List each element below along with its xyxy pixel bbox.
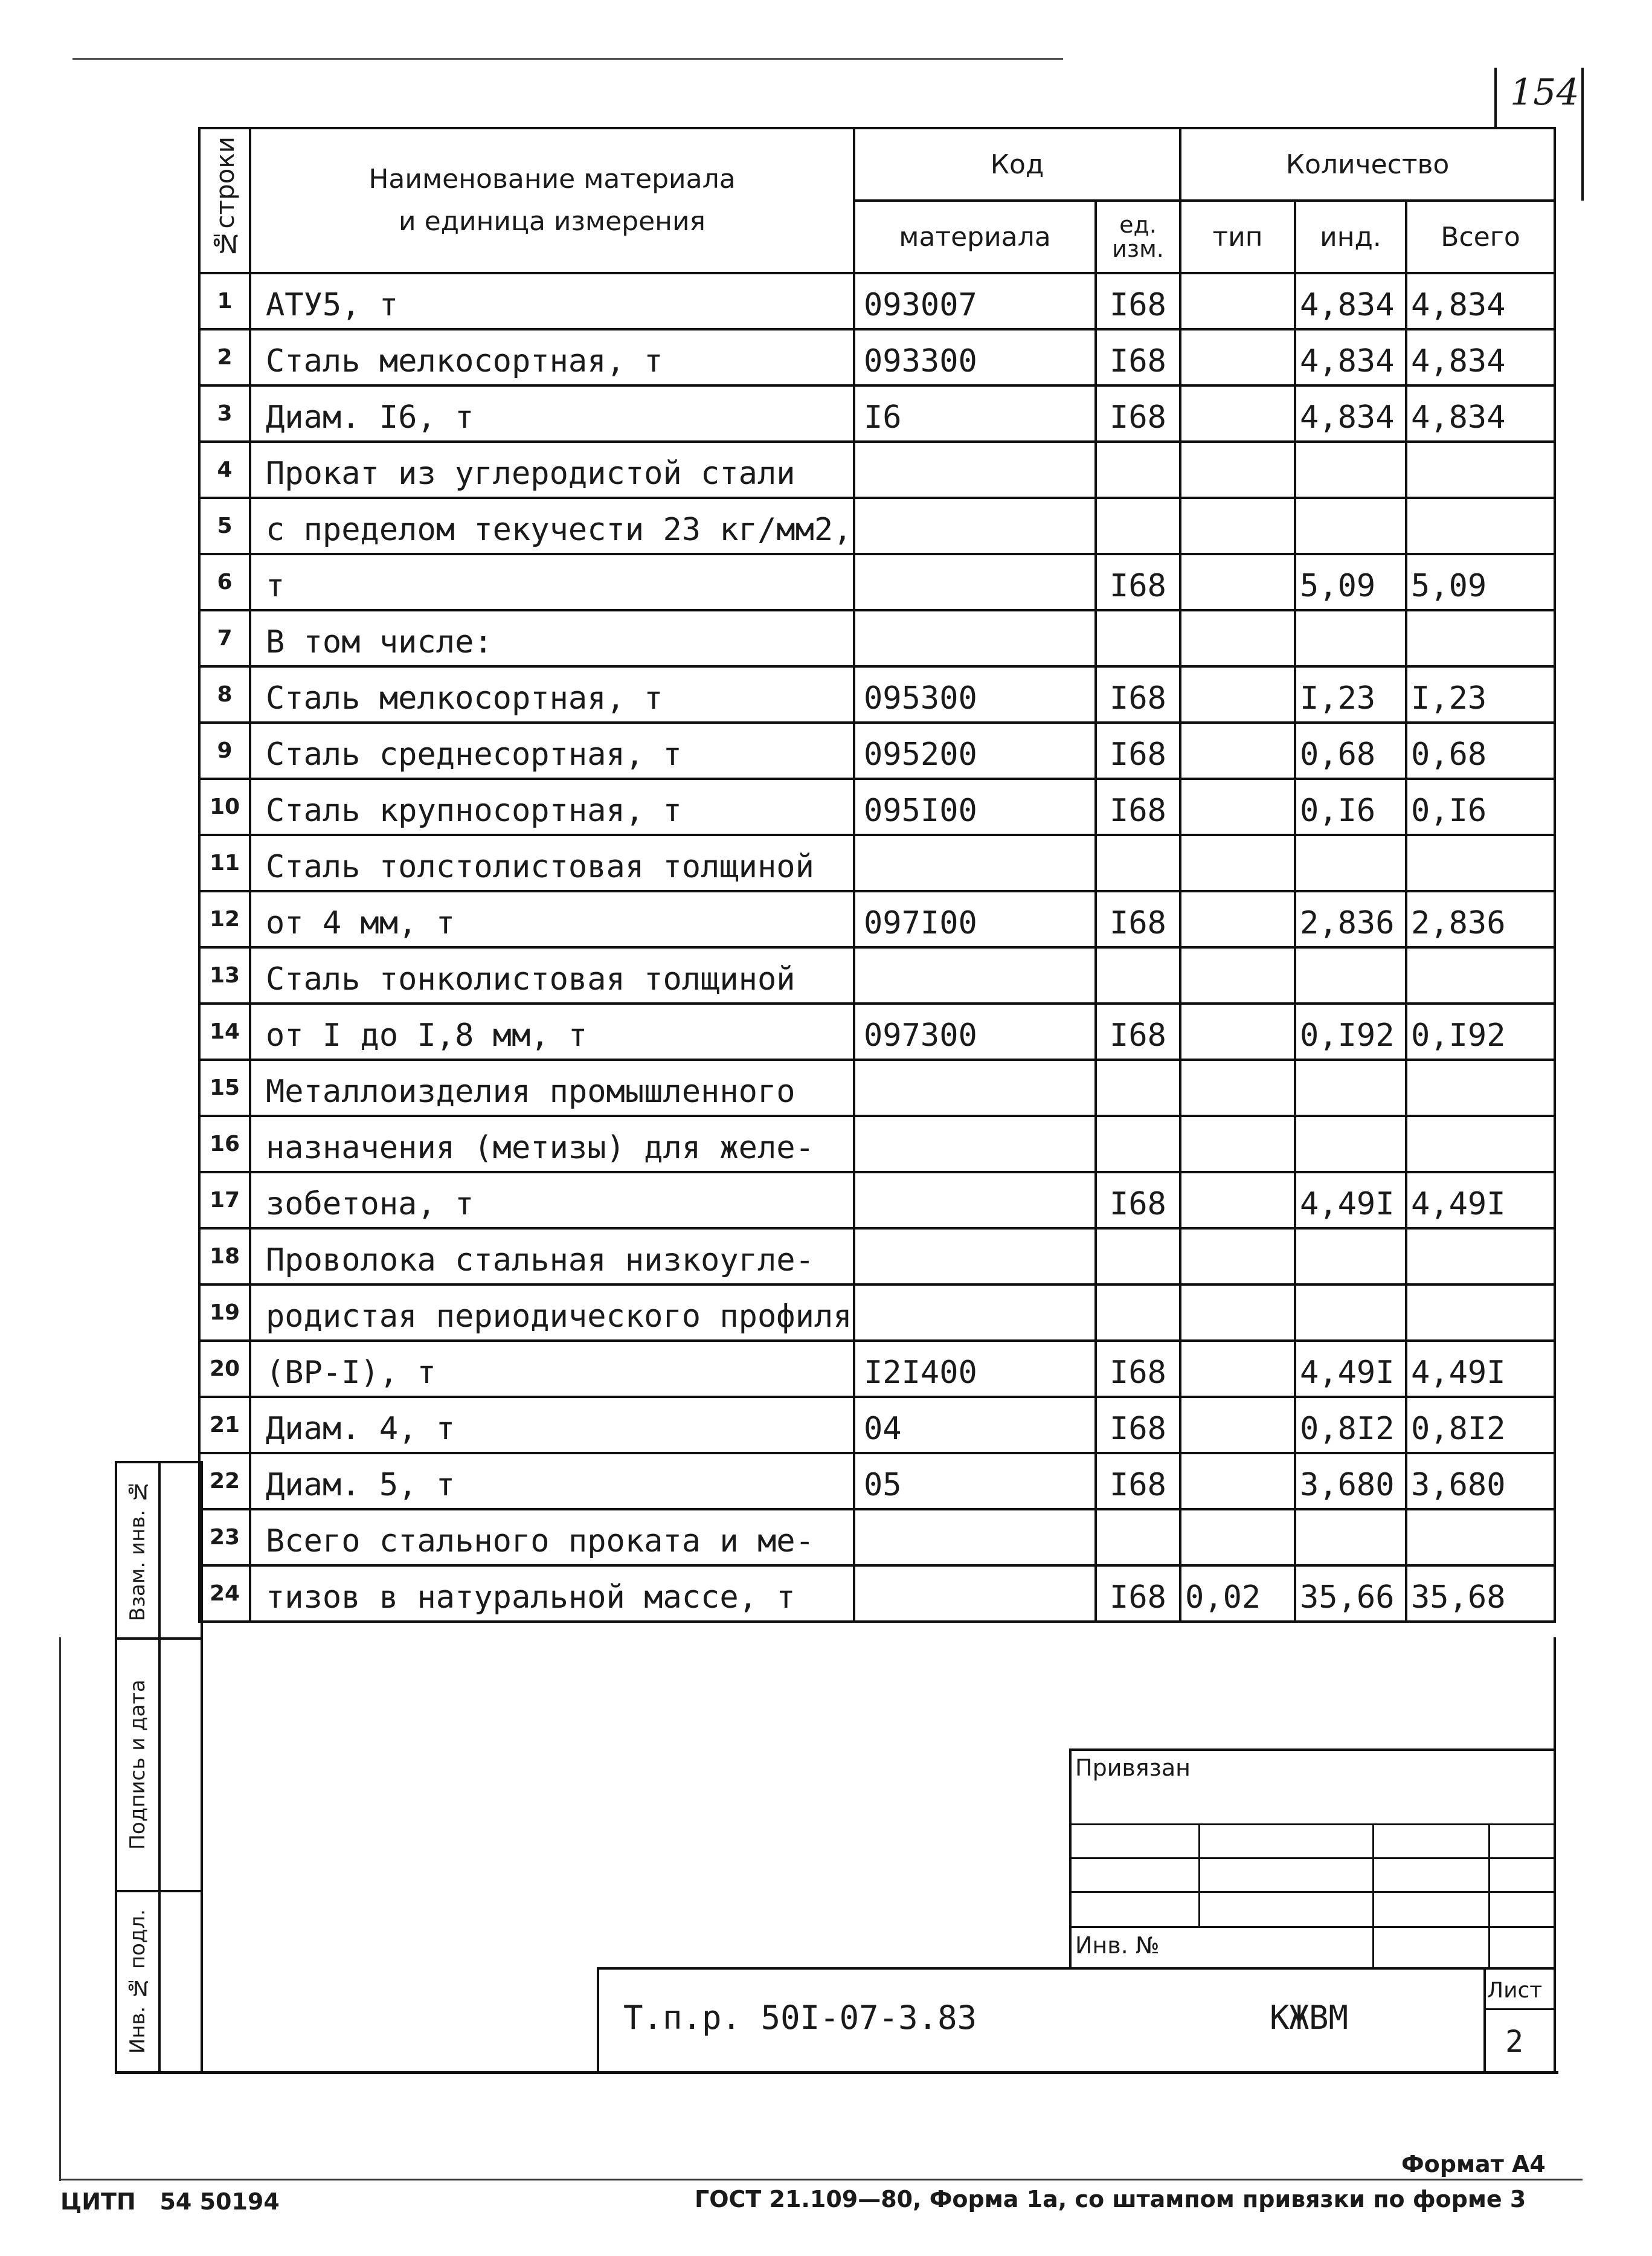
material-code-cell	[854, 1565, 1096, 1622]
row-number-cell: 6	[199, 554, 250, 610]
row-number-cell: 9	[199, 723, 250, 779]
title-sheet-label: Лист	[1487, 1978, 1543, 2003]
row-number-cell: 22	[199, 1453, 250, 1509]
sheet-number-box-left	[1494, 68, 1497, 128]
qty-total-cell	[1406, 947, 1555, 1004]
row-number-cell: 1	[199, 273, 250, 329]
row-number-cell: 8	[199, 666, 250, 723]
qty-total-cell	[1406, 1228, 1555, 1284]
frame-bottom	[60, 2179, 1583, 2180]
material-name-cell: тизов в натуральной массе, т	[250, 1565, 854, 1622]
row-number-cell: 23	[199, 1509, 250, 1565]
footer-standard: ГОСТ 21.109—80, Форма 1а, со штампом привязки по форме 3	[695, 2186, 1526, 2212]
header-qty-total: Всего	[1406, 201, 1555, 273]
table-row	[199, 1341, 1555, 1397]
row-number-cell: 14	[199, 1004, 250, 1060]
qty-total-cell: 5,09	[1406, 554, 1555, 610]
qty-total-cell: 4,834	[1406, 273, 1555, 329]
qty-ind-cell: 4,834	[1295, 329, 1406, 385]
material-code-cell	[854, 1284, 1096, 1341]
material-name-cell: АТУ5, т	[250, 273, 854, 329]
table-body	[199, 273, 1555, 1622]
qty-total-cell	[1406, 835, 1555, 891]
binding-line-1	[1072, 1823, 1556, 1825]
qty-type-cell	[1180, 947, 1295, 1004]
binding-col-3	[1488, 1823, 1490, 1970]
qty-ind-cell	[1295, 610, 1406, 666]
material-name-cell: Прокат из углеродистой стали	[250, 442, 854, 498]
table-row	[199, 498, 1555, 554]
qty-ind-cell: 4,834	[1295, 273, 1406, 329]
qty-total-cell	[1406, 1284, 1555, 1341]
unit-code-cell: I68	[1096, 554, 1180, 610]
material-name-cell: Металлоизделия промышленного	[250, 1060, 854, 1116]
qty-ind-cell: 3,680	[1295, 1453, 1406, 1509]
table-row	[199, 891, 1555, 947]
table-row	[199, 442, 1555, 498]
row-number-cell: 16	[199, 1116, 250, 1172]
material-name-cell: В том числе:	[250, 610, 854, 666]
unit-code-cell: I68	[1096, 329, 1180, 385]
sheet-number-box-right	[1581, 68, 1584, 201]
material-code-cell: 04	[854, 1397, 1096, 1453]
binding-inv-label: Инв. №	[1075, 1932, 1160, 1959]
title-sheet-value: 2	[1505, 2024, 1524, 2059]
unit-code-cell: I68	[1096, 723, 1180, 779]
footer-org: ЦИТП 54 50194	[60, 2188, 280, 2215]
qty-type-cell	[1180, 385, 1295, 442]
qty-ind-cell	[1295, 1509, 1406, 1565]
qty-ind-cell	[1295, 498, 1406, 554]
unit-code-cell	[1096, 498, 1180, 554]
material-name-cell: от 4 мм, т	[250, 891, 854, 947]
title-designation: Т.п.р. 50I-07-3.83	[623, 1999, 977, 2037]
qty-ind-cell: 35,66	[1295, 1565, 1406, 1622]
title-code: КЖВМ	[1270, 1999, 1349, 2037]
qty-type-cell	[1180, 1004, 1295, 1060]
material-name-cell: Сталь среднесортная, т	[250, 723, 854, 779]
material-code-cell: 097300	[854, 1004, 1096, 1060]
material-name-cell: зобетона, т	[250, 1172, 854, 1228]
binding-col-1	[1198, 1823, 1200, 1927]
row-number-cell: 5	[199, 498, 250, 554]
unit-code-cell: I68	[1096, 385, 1180, 442]
material-name-cell: Всего стального проката и ме-	[250, 1509, 854, 1565]
table-row	[199, 1004, 1555, 1060]
qty-ind-cell	[1295, 947, 1406, 1004]
qty-type-cell	[1180, 442, 1295, 498]
material-code-cell: 093007	[854, 273, 1096, 329]
table-row	[199, 835, 1555, 891]
qty-total-cell: 0,I92	[1406, 1004, 1555, 1060]
row-number-cell: 7	[199, 610, 250, 666]
binding-line-3	[1072, 1891, 1556, 1893]
table-row	[199, 273, 1555, 329]
unit-code-cell: I68	[1096, 1004, 1180, 1060]
table-row	[199, 1565, 1555, 1622]
qty-total-cell: 0,I6	[1406, 779, 1555, 835]
table-row	[199, 329, 1555, 385]
qty-ind-cell: 0,8I2	[1295, 1397, 1406, 1453]
material-code-cell: 093300	[854, 329, 1096, 385]
top-rule	[72, 58, 1063, 60]
qty-ind-cell	[1295, 1284, 1406, 1341]
side-stamp-inner	[158, 1461, 161, 2074]
material-name-cell: Сталь крупносортная, т	[250, 779, 854, 835]
row-number-cell: 2	[199, 329, 250, 385]
row-number-cell: 20	[199, 1341, 250, 1397]
qty-ind-cell	[1295, 1060, 1406, 1116]
material-name-cell: с пределом текучести 23 кг/мм2,	[250, 498, 854, 554]
material-name-cell: Диам. 4, т	[250, 1397, 854, 1453]
binding-stamp	[1069, 1748, 1556, 1970]
qty-total-cell: 4,834	[1406, 385, 1555, 442]
header-name: Наименование материала и единица измерения	[250, 128, 854, 273]
unit-code-cell	[1096, 1284, 1180, 1341]
unit-code-cell: I68	[1096, 779, 1180, 835]
qty-type-cell	[1180, 554, 1295, 610]
side-label-signature-wrap	[117, 1640, 158, 1890]
title-block	[597, 1967, 1556, 2074]
qty-total-cell: 35,68	[1406, 1565, 1555, 1622]
material-name-cell: Сталь мелкосортная, т	[250, 329, 854, 385]
table-row	[199, 1397, 1555, 1453]
material-name-cell: Сталь тонколистовая толщиной	[250, 947, 854, 1004]
binding-bound-label: Привязан	[1075, 1755, 1191, 1781]
qty-total-cell	[1406, 442, 1555, 498]
unit-code-cell	[1096, 835, 1180, 891]
row-number-cell: 11	[199, 835, 250, 891]
material-name-cell: Сталь мелкосортная, т	[250, 666, 854, 723]
binding-col-2	[1372, 1823, 1374, 1970]
table-row	[199, 666, 1555, 723]
material-code-cell: I6	[854, 385, 1096, 442]
unit-code-cell: I68	[1096, 891, 1180, 947]
material-code-cell: I2I400	[854, 1341, 1096, 1397]
row-number-cell: 21	[199, 1397, 250, 1453]
material-code-cell	[854, 498, 1096, 554]
qty-total-cell: I,23	[1406, 666, 1555, 723]
table-row	[199, 723, 1555, 779]
qty-type-cell	[1180, 273, 1295, 329]
qty-total-cell	[1406, 1060, 1555, 1116]
material-code-cell	[854, 1228, 1096, 1284]
qty-type-cell	[1180, 610, 1295, 666]
qty-ind-cell: 0,I92	[1295, 1004, 1406, 1060]
material-code-cell	[854, 835, 1096, 891]
unit-code-cell: I68	[1096, 1397, 1180, 1453]
table-row	[199, 1509, 1555, 1565]
qty-type-cell	[1180, 723, 1295, 779]
title-sheet-hline	[1483, 2008, 1556, 2010]
row-number-cell: 13	[199, 947, 250, 1004]
unit-code-cell: I68	[1096, 666, 1180, 723]
qty-ind-cell: I,23	[1295, 666, 1406, 723]
side-label-signature-date: Подпись и дата	[126, 1680, 150, 1850]
material-code-cell: 095300	[854, 666, 1096, 723]
row-number-cell: 10	[199, 779, 250, 835]
material-code-cell	[854, 1060, 1096, 1116]
material-name-cell: (ВР-I), т	[250, 1341, 854, 1397]
qty-ind-cell: 0,I6	[1295, 779, 1406, 835]
qty-total-cell: 4,49I	[1406, 1341, 1555, 1397]
material-code-cell	[854, 554, 1096, 610]
unit-code-cell	[1096, 1116, 1180, 1172]
unit-code-cell	[1096, 1228, 1180, 1284]
qty-total-cell	[1406, 610, 1555, 666]
row-number-cell: 24	[199, 1565, 250, 1622]
qty-ind-cell: 2,836	[1295, 891, 1406, 947]
qty-type-cell	[1180, 891, 1295, 947]
qty-type-cell	[1180, 1509, 1295, 1565]
qty-ind-cell: 5,09	[1295, 554, 1406, 610]
row-number-cell: 19	[199, 1284, 250, 1341]
binding-line-2	[1072, 1857, 1556, 1859]
material-name-cell: Диам. I6, т	[250, 385, 854, 442]
material-code-cell: 095I00	[854, 779, 1096, 835]
row-number-cell: 18	[199, 1228, 250, 1284]
material-name-cell: Сталь толстолистовая толщиной	[250, 835, 854, 891]
header-row-number: №строки	[199, 128, 250, 273]
material-name-cell: Проволока стальная низкоугле-	[250, 1228, 854, 1284]
sheet-number: 154	[1510, 71, 1580, 114]
material-code-cell	[854, 1509, 1096, 1565]
unit-code-cell	[1096, 442, 1180, 498]
table-row	[199, 554, 1555, 610]
table-row	[199, 1228, 1555, 1284]
qty-type-cell	[1180, 1284, 1295, 1341]
material-code-cell	[854, 947, 1096, 1004]
unit-code-cell: I68	[1096, 273, 1180, 329]
footer-format: Формат А4	[1401, 2151, 1546, 2177]
unit-code-cell: I68	[1096, 1565, 1180, 1622]
qty-type-cell	[1180, 329, 1295, 385]
unit-code-cell	[1096, 1509, 1180, 1565]
qty-total-cell: 4,834	[1406, 329, 1555, 385]
unit-code-cell: I68	[1096, 1453, 1180, 1509]
table-row	[199, 385, 1555, 442]
material-code-cell: 095200	[854, 723, 1096, 779]
material-code-cell: 097I00	[854, 891, 1096, 947]
qty-type-cell	[1180, 1228, 1295, 1284]
qty-ind-cell: 4,834	[1295, 385, 1406, 442]
table-row	[199, 947, 1555, 1004]
qty-total-cell: 2,836	[1406, 891, 1555, 947]
material-name-cell: родистая периодического профиля	[250, 1284, 854, 1341]
qty-type-cell	[1180, 666, 1295, 723]
qty-ind-cell	[1295, 835, 1406, 891]
qty-type-cell	[1180, 498, 1295, 554]
header-qty-type: тип	[1180, 201, 1295, 273]
unit-code-cell: I68	[1096, 1341, 1180, 1397]
material-code-cell	[854, 1172, 1096, 1228]
qty-type-cell: 0,02	[1180, 1565, 1295, 1622]
qty-type-cell	[1180, 1172, 1295, 1228]
frame-left-inner	[201, 1461, 203, 2074]
table-row	[199, 1116, 1555, 1172]
qty-total-cell: 0,8I2	[1406, 1397, 1555, 1453]
qty-type-cell	[1180, 1397, 1295, 1453]
unit-code-cell	[1096, 1060, 1180, 1116]
row-number-cell: 15	[199, 1060, 250, 1116]
qty-total-cell: 4,49I	[1406, 1172, 1555, 1228]
materials-table	[198, 127, 1556, 1623]
material-code-cell: 05	[854, 1453, 1096, 1509]
unit-code-cell: I68	[1096, 1172, 1180, 1228]
binding-line-4	[1072, 1926, 1556, 1928]
qty-total-cell	[1406, 1509, 1555, 1565]
qty-type-cell	[1180, 835, 1295, 891]
table-row	[199, 1284, 1555, 1341]
side-label-replacement-inv: Взам. инв. №	[126, 1479, 150, 1622]
row-number-cell: 17	[199, 1172, 250, 1228]
side-label-replacement-wrap	[117, 1463, 158, 1637]
title-sheet-divider	[1483, 1970, 1486, 2074]
table-row	[199, 779, 1555, 835]
side-label-original-inv: Инв. № подл.	[126, 1909, 150, 2054]
row-number-cell: 3	[199, 385, 250, 442]
material-code-cell	[854, 610, 1096, 666]
qty-total-cell: 3,680	[1406, 1453, 1555, 1509]
qty-type-cell	[1180, 1116, 1295, 1172]
material-name-cell: т	[250, 554, 854, 610]
table-row	[199, 1172, 1555, 1228]
material-name-cell: Диам. 5, т	[250, 1453, 854, 1509]
qty-ind-cell: 4,49I	[1295, 1172, 1406, 1228]
qty-total-cell: 0,68	[1406, 723, 1555, 779]
qty-ind-cell: 4,49I	[1295, 1341, 1406, 1397]
header-qty-ind: инд.	[1295, 201, 1406, 273]
side-label-original-wrap	[117, 1892, 158, 2071]
unit-code-cell	[1096, 947, 1180, 1004]
qty-total-cell	[1406, 498, 1555, 554]
header-code-material: материала	[854, 201, 1096, 273]
header-code-unit: ед. изм.	[1096, 201, 1180, 273]
qty-ind-cell	[1295, 442, 1406, 498]
unit-code-cell	[1096, 610, 1180, 666]
frame-left	[59, 1637, 61, 2181]
qty-type-cell	[1180, 1060, 1295, 1116]
header-quantity: Количество	[1180, 128, 1555, 201]
table-row	[199, 1453, 1555, 1509]
material-code-cell	[854, 442, 1096, 498]
qty-type-cell	[1180, 779, 1295, 835]
qty-ind-cell: 0,68	[1295, 723, 1406, 779]
qty-type-cell	[1180, 1341, 1295, 1397]
material-name-cell: назначения (метизы) для желе-	[250, 1116, 854, 1172]
qty-ind-cell	[1295, 1116, 1406, 1172]
qty-type-cell	[1180, 1453, 1295, 1509]
table-row	[199, 610, 1555, 666]
row-number-cell: 4	[199, 442, 250, 498]
qty-total-cell	[1406, 1116, 1555, 1172]
material-name-cell: от I до I,8 мм, т	[250, 1004, 854, 1060]
material-code-cell	[854, 1116, 1096, 1172]
row-number-cell: 12	[199, 891, 250, 947]
header-code: Код	[854, 128, 1180, 201]
table-row	[199, 1060, 1555, 1116]
qty-ind-cell	[1295, 1228, 1406, 1284]
